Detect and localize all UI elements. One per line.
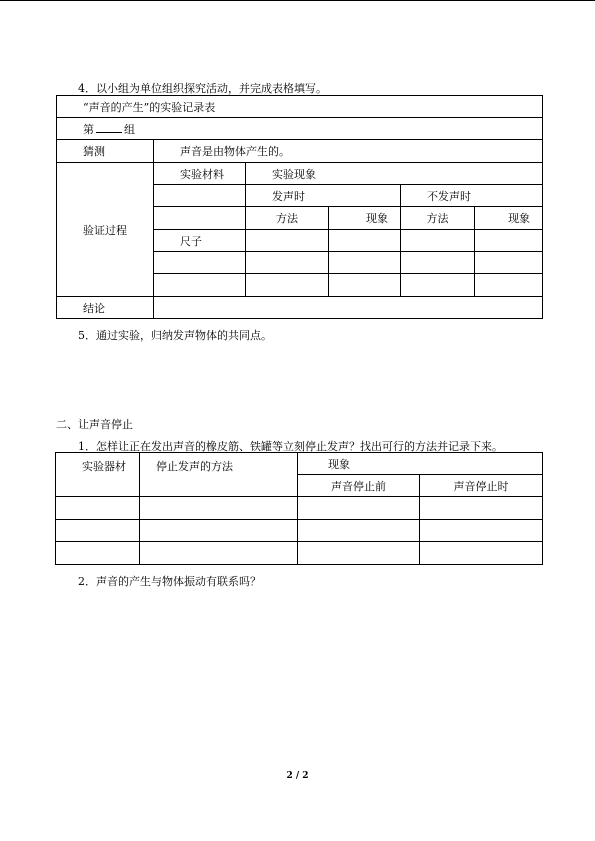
blank-cell[interactable] bbox=[246, 230, 329, 252]
blank-cell[interactable] bbox=[329, 252, 401, 274]
sound-production-table bbox=[56, 95, 543, 319]
blank-cell[interactable] bbox=[329, 274, 401, 297]
guess-label: 猜测 bbox=[57, 140, 154, 163]
materials-header: 实验材料 bbox=[154, 163, 246, 185]
phenomenon-header: 实验现象 bbox=[246, 163, 543, 185]
blank-cell[interactable] bbox=[329, 230, 401, 252]
before-stop-header: 声音停止前 bbox=[298, 475, 420, 497]
blank-cell[interactable] bbox=[56, 542, 140, 565]
process-label: 验证过程 bbox=[57, 163, 154, 297]
question-2: 2．声音的产生与物体振动有联系吗？ bbox=[78, 575, 261, 588]
blank-cell[interactable] bbox=[154, 207, 246, 230]
question-5: 5．通过实验，归纳发声物体的共同点。 bbox=[78, 329, 272, 342]
blank-cell[interactable] bbox=[298, 520, 420, 542]
question-1: 1．怎样让正在发出声音的橡皮筋、铁罐等立刻停止发声？找出可行的方法并记录下来。 bbox=[78, 440, 503, 453]
method-header: 停止发声的方法 bbox=[140, 453, 298, 497]
page-number: 2 / 2 bbox=[286, 771, 309, 781]
blank-cell[interactable] bbox=[246, 252, 329, 274]
blank-cell[interactable] bbox=[154, 274, 246, 297]
blank-cell[interactable] bbox=[401, 230, 475, 252]
blank-cell[interactable] bbox=[56, 520, 140, 542]
blank-cell[interactable] bbox=[420, 497, 543, 520]
blank-cell[interactable] bbox=[154, 252, 246, 274]
phenomenon-header: 现象 bbox=[298, 453, 543, 475]
blank-cell[interactable] bbox=[401, 252, 475, 274]
conclusion-cell[interactable] bbox=[154, 297, 543, 319]
stop-sound-table bbox=[55, 452, 543, 565]
group-number-blank[interactable] bbox=[96, 122, 122, 133]
phenomenon-header-on: 现象 bbox=[329, 207, 401, 230]
conclusion-label: 结论 bbox=[57, 297, 154, 319]
table-title: “声音的产生”的实验记录表 bbox=[57, 96, 543, 118]
group-prefix: 第 bbox=[83, 122, 94, 136]
blank-cell[interactable] bbox=[420, 520, 543, 542]
group-row bbox=[57, 118, 543, 140]
blank-cell[interactable] bbox=[401, 274, 475, 297]
method-header-off: 方法 bbox=[401, 207, 475, 230]
blank-cell[interactable] bbox=[475, 252, 543, 274]
blank-cell[interactable] bbox=[56, 497, 140, 520]
guess-text: 声音是由物体产生的。 bbox=[154, 140, 543, 163]
sound-on-header: 发声时 bbox=[246, 185, 401, 207]
blank-cell[interactable] bbox=[140, 542, 298, 565]
section-2-title: 二、让声音停止 bbox=[56, 418, 133, 431]
blank-cell[interactable] bbox=[246, 274, 329, 297]
question-4: 4．以小组为单位组织探究活动，并完成表格填写。 bbox=[78, 82, 327, 95]
equipment-header: 实验器材 bbox=[56, 453, 140, 497]
blank-cell[interactable] bbox=[475, 274, 543, 297]
blank-cell[interactable] bbox=[420, 542, 543, 565]
blank-cell[interactable] bbox=[154, 185, 246, 207]
blank-cell[interactable] bbox=[475, 230, 543, 252]
blank-cell[interactable] bbox=[298, 542, 420, 565]
top-border-line bbox=[0, 0, 595, 1]
ruler-cell: 尺子 bbox=[154, 230, 246, 252]
sound-off-header: 不发声时 bbox=[401, 185, 543, 207]
blank-cell[interactable] bbox=[140, 497, 298, 520]
blank-cell[interactable] bbox=[298, 497, 420, 520]
after-stop-header: 声音停止时 bbox=[420, 475, 543, 497]
group-suffix: 组 bbox=[124, 122, 135, 136]
blank-cell[interactable] bbox=[140, 520, 298, 542]
phenomenon-header-off: 现象 bbox=[475, 207, 543, 230]
method-header-on: 方法 bbox=[246, 207, 329, 230]
